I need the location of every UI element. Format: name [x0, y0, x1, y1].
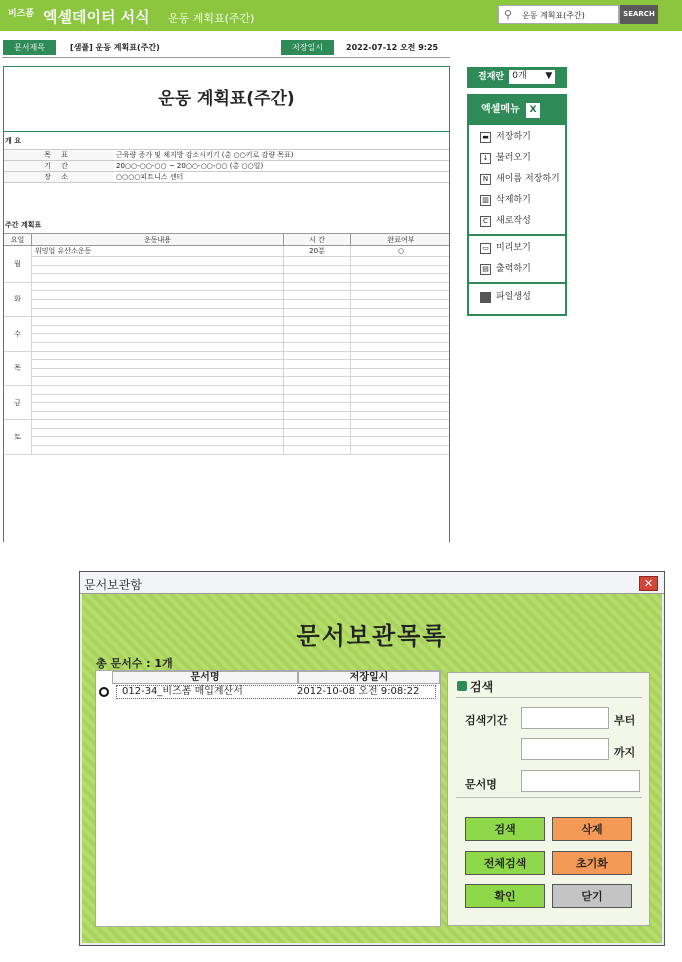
- document-count: 총 문서수 : 1개: [96, 657, 173, 670]
- search-btn[interactable]: 검색: [465, 817, 545, 841]
- day-cell: 수: [4, 317, 32, 351]
- table-row: [4, 265, 451, 274]
- document-list: [95, 670, 441, 927]
- column-date: 저장일시: [298, 671, 440, 684]
- table-row: [4, 299, 451, 308]
- day-cell: 목: [4, 351, 32, 385]
- search-input[interactable]: [498, 5, 619, 24]
- table-row: [4, 257, 451, 266]
- table-row: [4, 282, 451, 291]
- excel-icon: X: [526, 103, 540, 118]
- table-row: [4, 325, 451, 334]
- table-row: [4, 385, 451, 394]
- reset-btn[interactable]: 초기화: [552, 851, 632, 875]
- day-cell: 월: [4, 246, 32, 283]
- overview-label: 개 요: [5, 137, 21, 145]
- table-row: [4, 274, 451, 283]
- save-button[interactable]: ▬ 저장하기: [469, 127, 565, 148]
- table-row: [4, 246, 451, 257]
- row-date: 2012-10-08 오전 9:08:22: [297, 686, 420, 697]
- app-title: 엑셀데이터 서식: [43, 8, 150, 26]
- approval-select[interactable]: 0개 ▼: [509, 70, 555, 84]
- save-as-button[interactable]: N 새이름 저장하기: [469, 169, 565, 190]
- dialog-heading: 문서보관목록: [296, 622, 448, 650]
- table-row: [4, 446, 451, 455]
- divider: [2, 57, 450, 58]
- overview-row: 기 간 20○○-○○-○○ ~ 20○○-○○-○○ (총 ○○일): [3, 161, 450, 172]
- delete-btn[interactable]: 삭제: [552, 817, 632, 841]
- archive-dialog: [79, 571, 665, 946]
- table-row: [4, 403, 451, 412]
- search-all-btn[interactable]: 전체검색: [465, 851, 545, 875]
- table-row: [4, 368, 451, 377]
- table-row: [4, 342, 451, 351]
- print-button[interactable]: ▤ 출력하기: [469, 259, 565, 280]
- doc-title-label: 문서제목: [3, 40, 56, 55]
- table-row: [4, 360, 451, 369]
- save-time-label: 저장일시: [281, 40, 334, 55]
- brand-logo: 비즈폼: [8, 9, 35, 19]
- file-create-button[interactable]: 파일생성: [469, 287, 565, 308]
- date-to-input[interactable]: [521, 738, 609, 760]
- page-subtitle: 운동 계획표(주간): [168, 12, 255, 25]
- excel-menu-header: 엑셀메뉴 X: [469, 96, 565, 125]
- folder-icon: [480, 292, 491, 303]
- menu-group-2: [469, 236, 565, 284]
- save-icon: ▬: [480, 132, 491, 143]
- new-button[interactable]: C 새로작성: [469, 211, 565, 232]
- load-icon: ↓: [480, 153, 491, 164]
- search-icon: ⚲: [504, 8, 513, 21]
- table-row: [4, 437, 451, 446]
- name-input[interactable]: [521, 770, 640, 792]
- table-row: [4, 291, 451, 300]
- table-row: [4, 411, 451, 420]
- delete-button[interactable]: ▥ 삭제하기: [469, 190, 565, 211]
- excel-menu: [467, 94, 567, 316]
- search-panel-title: 검색: [457, 678, 493, 695]
- overview-row: 장 소 ○○○○피트니스 센터: [3, 172, 450, 183]
- document-title: 운동 계획표(주간): [4, 67, 449, 132]
- search-button[interactable]: SEARCH: [620, 5, 658, 24]
- row-content: 워밍업 유산소운동: [32, 246, 284, 257]
- table-row: [4, 351, 451, 360]
- column-name: 문서명: [112, 671, 298, 684]
- period-label: 검색기간: [465, 714, 508, 727]
- table-row: [4, 308, 451, 317]
- approval-box: [467, 67, 567, 88]
- row-name: 012-34_비즈폼 매입계산서: [122, 686, 243, 697]
- ok-btn[interactable]: 확인: [465, 884, 545, 908]
- overview-table: [3, 149, 450, 183]
- monitor-icon: ▭: [480, 243, 491, 254]
- close-icon[interactable]: ✕: [639, 576, 658, 591]
- row-time: 20분: [284, 246, 351, 257]
- weekly-table: [3, 233, 450, 455]
- table-row: [4, 420, 451, 429]
- day-cell: 토: [4, 420, 32, 454]
- from-label: 부터: [614, 714, 636, 727]
- save-as-icon: N: [480, 174, 491, 185]
- table-row: [4, 317, 451, 326]
- approval-label: 결재란: [478, 72, 505, 82]
- table-row: [4, 334, 451, 343]
- search-value: 운동 계획표(주간): [522, 11, 585, 20]
- search-panel: [447, 672, 650, 926]
- dialog-title: 문서보관함: [84, 578, 142, 592]
- close-btn[interactable]: 닫기: [552, 884, 632, 908]
- table-row: [4, 377, 451, 386]
- name-label: 문서명: [465, 778, 497, 791]
- doc-title-value: [샘플] 운동 계획표(주간): [70, 43, 160, 52]
- print-icon: ▤: [480, 264, 491, 275]
- dialog-titlebar: [80, 572, 664, 594]
- row-done: ○: [351, 246, 451, 257]
- chevron-down-icon: ▼: [545, 70, 553, 81]
- new-doc-icon: C: [480, 216, 491, 227]
- day-cell: 금: [4, 385, 32, 419]
- day-cell: 화: [4, 282, 32, 316]
- menu-group-1: [469, 125, 565, 236]
- to-label: 까지: [614, 746, 636, 759]
- menu-group-3: [469, 284, 565, 311]
- table-row: [4, 394, 451, 403]
- document-sheet: [3, 66, 450, 542]
- table-row: [4, 428, 451, 437]
- weekly-label: 주간 계획표: [5, 221, 42, 229]
- save-time-value: 2022-07-12 오전 9:25: [346, 43, 439, 52]
- date-from-input[interactable]: [521, 707, 609, 729]
- preview-button[interactable]: ▭ 미리보기: [469, 238, 565, 259]
- dialog-body: [82, 594, 662, 943]
- trash-icon: ▥: [480, 195, 491, 206]
- weekly-header: 요일 운동내용 시 간 완료여부: [4, 234, 451, 246]
- search-panel-icon: [457, 681, 467, 691]
- top-bar: [0, 0, 682, 31]
- overview-row: 목 표 근육량 증가 및 체지방 감소시키기 (총 ○○키로 감량 목표): [3, 150, 450, 161]
- radio-icon[interactable]: [99, 687, 109, 697]
- load-button[interactable]: ↓ 불러오기: [469, 148, 565, 169]
